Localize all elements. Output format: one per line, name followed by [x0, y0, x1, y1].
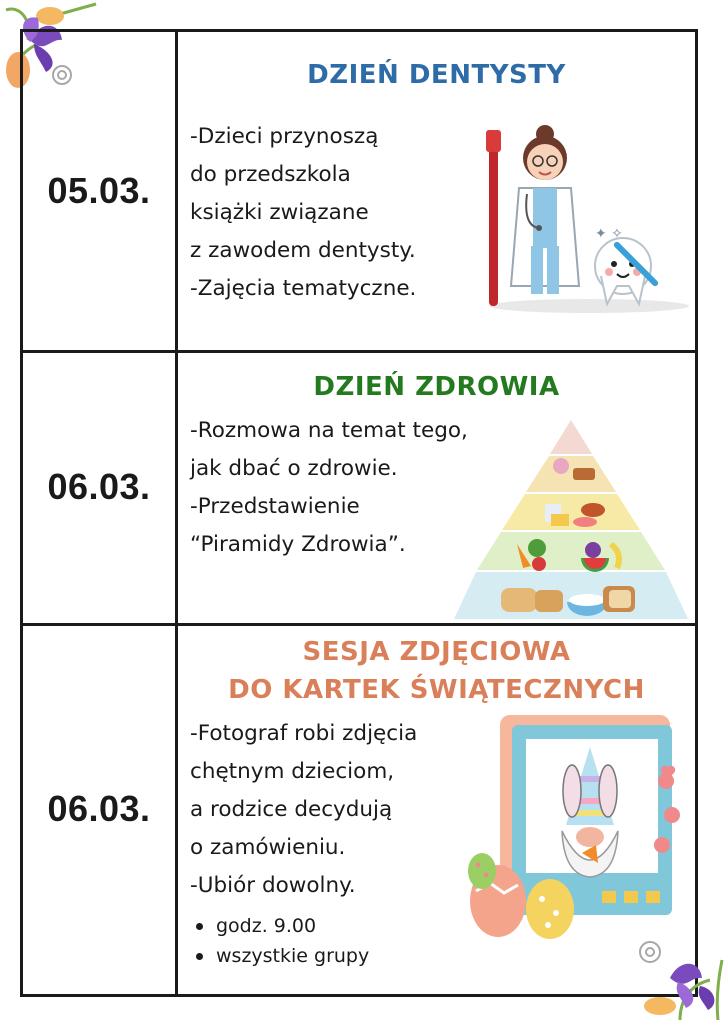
description-line: a rodzice decydują	[190, 797, 393, 822]
crocus-flower-icon	[630, 930, 724, 1024]
event-title: DZIEŃ DENTYSTY	[307, 60, 566, 90]
schedule-table	[20, 29, 698, 997]
event-description	[190, 412, 468, 564]
description-line: -Ubiór dowolny.	[190, 873, 356, 898]
description-line: -Dzieci przynoszą	[190, 124, 379, 149]
event-description	[190, 118, 416, 308]
description-line: -Zajęcia tematyczne.	[190, 276, 417, 301]
event-title-line: SESJA ZDJĘCIOWA	[302, 637, 571, 667]
event-date: 06.03.	[47, 465, 151, 507]
description-line: chętnym dzieciom,	[190, 759, 395, 784]
description-line: do przedszkola	[190, 162, 351, 187]
event-description	[190, 715, 417, 905]
list-item: godz. 9.00	[190, 911, 369, 941]
description-line: “Piramidy Zdrowia”.	[190, 532, 406, 557]
food-pyramid-illustration	[453, 418, 689, 621]
event-title-line: DO KARTEK ŚWIĄTECZNYCH	[228, 675, 645, 705]
description-line: jak dbać o zdrowie.	[190, 456, 398, 481]
description-line: o zamówieniu.	[190, 835, 346, 860]
date-cell	[23, 623, 178, 994]
event-title: DZIEŃ ZDROWIA	[313, 372, 560, 402]
schedule-row-photo-session	[23, 623, 695, 994]
dentist-illustration	[483, 116, 695, 316]
event-date: 05.03.	[47, 170, 151, 211]
svg-text:✦ ✧: ✦ ✧	[595, 226, 623, 242]
date-cell	[23, 350, 178, 623]
list-item: wszystkie grupy	[190, 941, 369, 971]
event-content	[178, 350, 695, 623]
date-cell	[23, 32, 178, 350]
schedule-row-dentist-day	[23, 32, 695, 353]
description-line: z zawodem dentysty.	[190, 238, 416, 263]
description-line: -Rozmowa na temat tego,	[190, 418, 468, 443]
event-date: 06.03.	[47, 787, 151, 829]
event-content	[178, 32, 695, 350]
description-line: książki związane	[190, 200, 369, 225]
description-line: -Przedstawienie	[190, 494, 360, 519]
description-line: -Fotograf robi zdjęcia	[190, 721, 418, 746]
event-content	[178, 623, 695, 994]
event-details-list	[190, 911, 369, 971]
easter-gnome-frame-illustration	[466, 713, 696, 953]
schedule-row-health-day	[23, 350, 695, 626]
event-title	[178, 633, 695, 709]
